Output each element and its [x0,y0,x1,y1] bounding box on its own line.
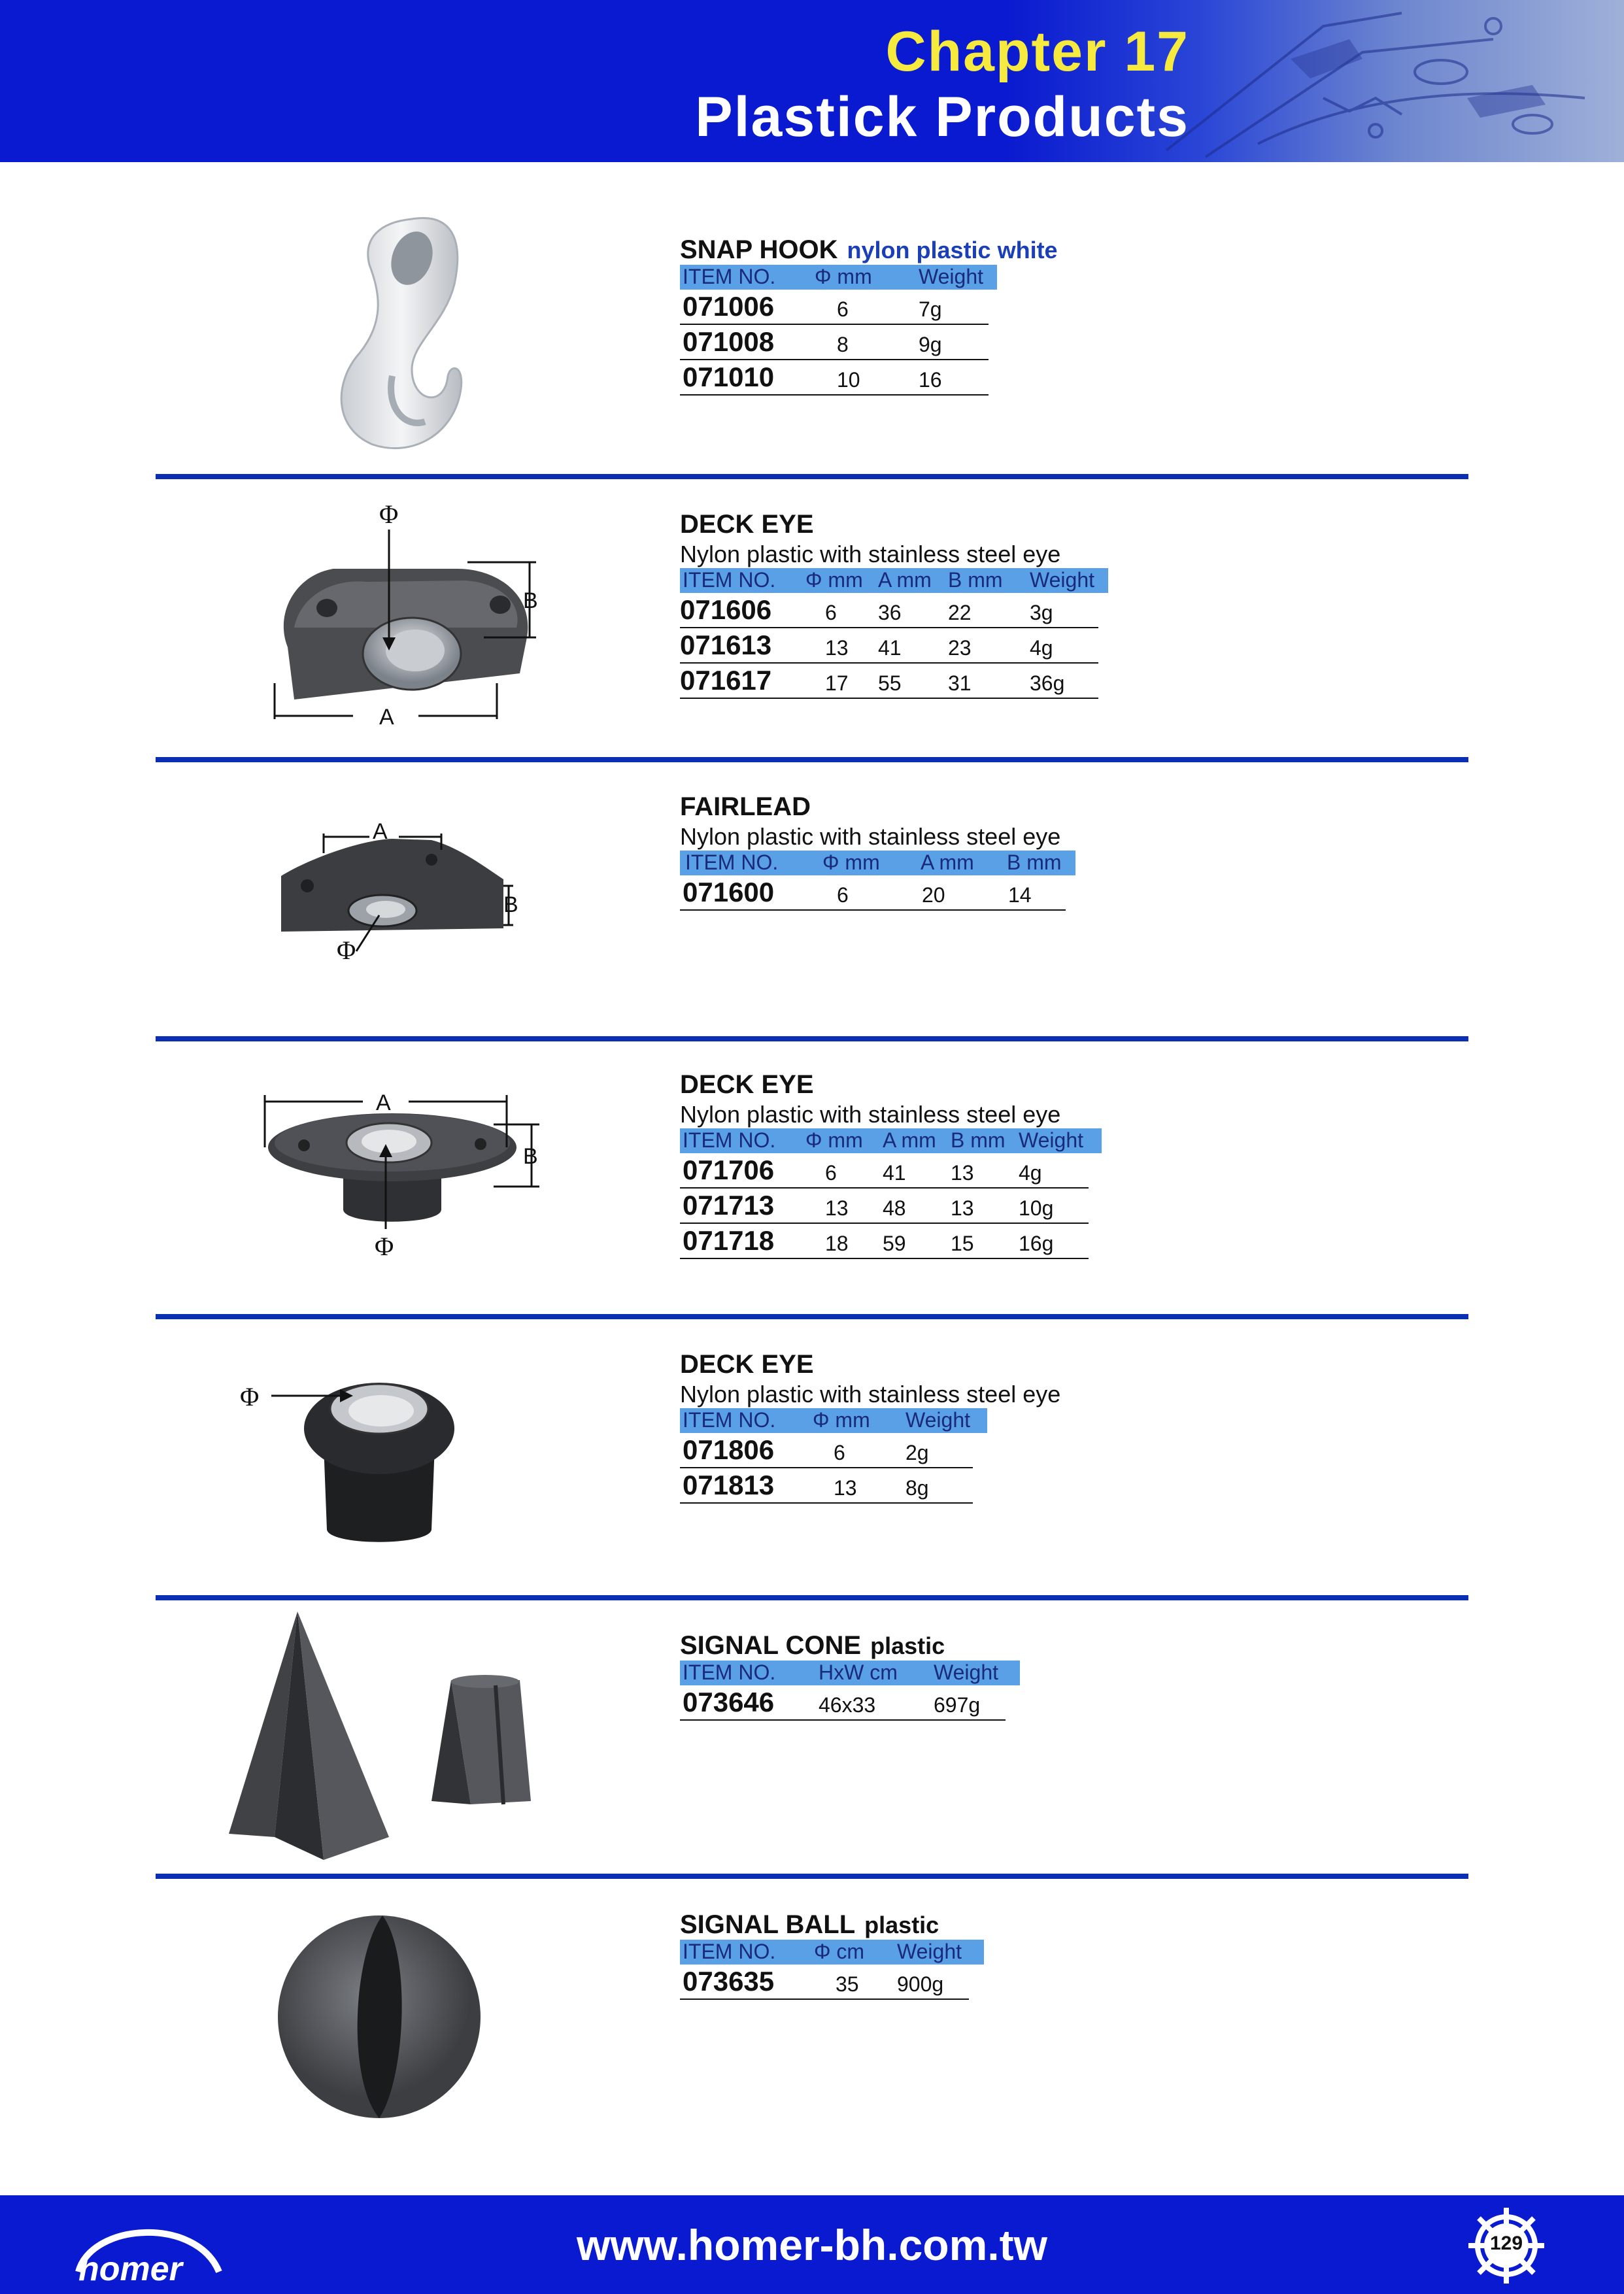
table-header [680,265,997,290]
column-header: Weight [1030,568,1095,592]
section-divider [156,1314,1468,1319]
product-description: Nylon plastic with stainless steel eye [680,541,1061,567]
table-header [680,851,1075,875]
table-row [680,1685,1006,1721]
item-number: 071010 [683,362,775,392]
table-cell: 3g [1030,601,1053,624]
column-header: ITEM NO. [683,568,776,592]
section-divider [156,474,1468,479]
table-cell: 17 [825,671,849,695]
col-weight: Weight [919,265,984,288]
table-cell: 36 [878,601,902,624]
table-cell: 59 [883,1232,906,1255]
table-cell: 16 [919,368,942,392]
product-signal-cone [680,1631,1020,1721]
table-row [680,1189,1089,1224]
table-row [680,664,1098,699]
deck-eye-image [262,497,562,739]
product-title: FAIRLEAD [680,792,811,821]
table-cell: 4g [1019,1161,1042,1185]
chapter-number: Chapter 17 [885,20,1189,83]
table-cell: 23 [948,636,972,660]
product-fairlead [680,792,1075,911]
table-cell: 2g [905,1441,929,1464]
table-cell: 48 [883,1196,906,1220]
item-number: 071617 [680,665,772,696]
item-number: 073635 [683,1966,775,1997]
column-header: Φ mm [805,1128,863,1152]
item-number: 071806 [683,1434,775,1465]
table-cell: 13 [951,1161,974,1185]
table-cell: 35 [836,1972,859,1996]
item-number: 071613 [680,630,772,660]
table-cell: 13 [825,1196,849,1220]
table-cell: 8g [905,1476,929,1500]
dimension-a-label: A [379,705,394,730]
dimension-b-label: B [523,1144,538,1169]
item-number: 071600 [683,877,775,907]
table-row [680,1224,1089,1259]
column-header: A mm [921,851,974,874]
dimension-phi-label: Φ [375,1232,394,1261]
table-cell: 8 [837,333,849,356]
deck-eye-oval-image [258,1085,559,1268]
table-header [680,1128,1102,1153]
table-header [680,1408,987,1433]
table-cell: 4g [1030,636,1053,660]
table-row [680,1468,973,1504]
chapter-title: Plastick Products [695,86,1189,148]
column-header: ITEM NO. [683,1940,776,1963]
product-title: DECK EYE [680,1070,814,1099]
table-cell: 41 [883,1161,906,1185]
table-cell: 16g [1019,1232,1054,1255]
table-header [680,1661,1020,1685]
product-deck-eye-1 [680,510,1108,699]
table-cell: 41 [878,636,902,660]
table-row [680,875,1066,911]
chapter-header [0,0,1624,162]
table-row [680,1433,973,1468]
table-cell: 7g [919,297,942,321]
column-header: ITEM NO. [683,1128,776,1152]
table-header [680,1940,984,1965]
table-cell: 18 [825,1232,849,1255]
item-number: 071713 [683,1190,775,1221]
dimension-phi-label: Φ [240,1382,260,1411]
dimension-a-label: A [373,819,388,844]
section-divider [156,1036,1468,1041]
product-material-note: plastic [864,1912,939,1938]
column-header: B mm [1007,851,1062,874]
dimension-b-label: B [523,588,538,613]
table-cell: 6 [837,883,849,907]
column-header: B mm [948,568,1003,592]
table-cell: 22 [948,601,972,624]
product-title: SNAP HOOK [680,235,838,264]
table-header [680,568,1108,593]
table-cell: 55 [878,671,902,695]
product-material-note: nylon plastic white [847,237,1058,263]
dimension-a-label: A [376,1090,391,1115]
table-cell: 20 [922,883,945,907]
nautical-chart-decoration [1127,0,1624,162]
table-cell: 14 [1008,883,1032,907]
column-header: Weight [905,1408,971,1432]
page-number: 129 [1489,2233,1523,2254]
col-item-no: ITEM NO. [683,265,776,288]
table-row [680,1153,1089,1189]
fairlead-image [268,814,530,964]
column-header: Φ cm [814,1940,865,1963]
column-header: Φ mm [813,1408,870,1432]
table-cell: 9g [919,333,942,356]
table-cell: 15 [951,1232,974,1255]
product-title: SIGNAL CONE [680,1631,862,1660]
table-cell: 13 [951,1196,974,1220]
dimension-b-label: B [503,892,518,917]
column-header: ITEM NO. [685,851,779,874]
dimension-phi-label: Φ [337,936,356,964]
table-row [680,325,989,360]
table-row [680,290,989,325]
product-deck-eye-3 [680,1350,1060,1504]
dimension-phi-label: Φ [379,499,399,529]
item-number: 071006 [683,291,775,322]
product-signal-ball [680,1910,984,2000]
product-title: DECK EYE [680,1350,814,1379]
section-divider [156,757,1468,762]
table-row [680,360,989,396]
column-header: Φ mm [805,568,863,592]
product-description: Nylon plastic with stainless steel eye [680,1381,1061,1408]
product-title: DECK EYE [680,510,814,539]
column-header: Weight [1019,1128,1084,1152]
table-row [680,593,1098,628]
column-header: Φ mm [822,851,880,874]
snap-hook-image [314,212,484,461]
page-footer [0,2195,1624,2294]
product-description: Nylon plastic with stainless steel eye [680,823,1061,850]
product-deck-eye-2 [680,1070,1102,1259]
website-url[interactable]: www.homer-bh.com.tw [577,2221,1047,2269]
table-cell: 900g [897,1972,944,1996]
column-header: Weight [897,1940,962,1963]
table-cell: 31 [948,671,972,695]
item-number: 073646 [683,1687,775,1717]
product-snap-hook [680,235,1058,396]
column-header: B mm [951,1128,1006,1152]
table-cell: 697g [934,1693,981,1717]
table-cell: 6 [825,1161,837,1185]
table-cell: 10g [1019,1196,1054,1220]
table-cell: 10 [837,368,860,392]
table-cell: 6 [837,297,849,321]
column-header: HxW cm [819,1661,898,1684]
table-cell: 13 [825,636,849,660]
item-number: 071718 [683,1225,775,1256]
signal-cone-image [222,1608,549,1870]
column-header: ITEM NO. [683,1661,776,1684]
table-cell: 6 [825,601,837,624]
product-title: SIGNAL BALL [680,1910,856,1939]
signal-ball-image [275,1909,484,2125]
section-divider [156,1874,1468,1879]
product-material-note: plastic [870,1632,945,1659]
table-cell: 36g [1030,671,1065,695]
item-number: 071706 [683,1155,775,1185]
table-row [680,628,1098,664]
deck-eye-round-image [232,1353,500,1549]
svg-text:homer: homer [78,2250,182,2288]
table-cell: 13 [834,1476,857,1500]
item-number: 071008 [683,326,775,357]
item-number: 071813 [683,1470,775,1500]
column-header: A mm [883,1128,936,1152]
table-row [680,1965,969,2000]
table-cell: 46x33 [819,1693,876,1717]
section-divider [156,1595,1468,1600]
product-description: Nylon plastic with stainless steel eye [680,1101,1061,1128]
table-cell: 6 [834,1441,845,1464]
item-number: 071606 [680,594,772,625]
col-diameter: Φ mm [815,265,872,288]
column-header: A mm [878,568,932,592]
column-header: Weight [934,1661,999,1684]
page-number-badge [1466,2205,1547,2286]
column-header: ITEM NO. [683,1408,776,1432]
